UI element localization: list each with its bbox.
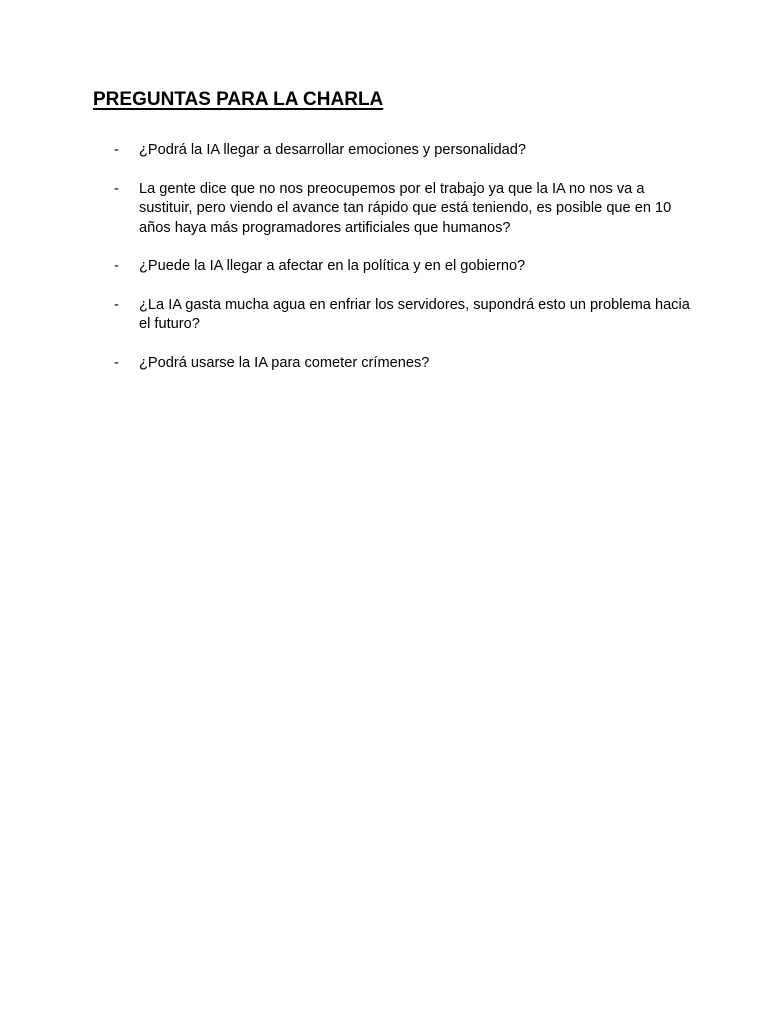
bullet-dash: - [114,296,119,313]
list-item [0,354,699,374]
bullet-dash: - [114,354,119,371]
bullet-dash: - [114,180,119,197]
list-item [0,296,699,335]
list-item [0,180,699,239]
question-list [0,141,768,392]
question-text: ¿Podrá la IA llegar a desarrollar emociones y personalidad? [139,142,526,158]
list-item [0,257,699,277]
page-title: PREGUNTAS PARA LA CHARLA [93,89,384,110]
question-text: ¿Podrá usarse la IA para cometer crímenes? [139,354,430,371]
list-item [0,141,699,161]
question-text: ¿Puede la IA llegar a afectar en la política y en el gobierno? [139,258,526,274]
question-text: La gente dice que no nos preocupemos por el trabajo ya que la IA no nos va a sustituir, pero viendo el avance tan rápido que está teniendo, es posible que en 10 años haya más programadores artificiales que humanos? [139,180,672,236]
question-text: ¿La IA gasta mucha agua en enfriar los servidores, supondrá esto un problema hacia el futuro? [139,296,690,332]
bullet-dash: - [114,142,119,158]
bullet-dash: - [114,258,119,274]
